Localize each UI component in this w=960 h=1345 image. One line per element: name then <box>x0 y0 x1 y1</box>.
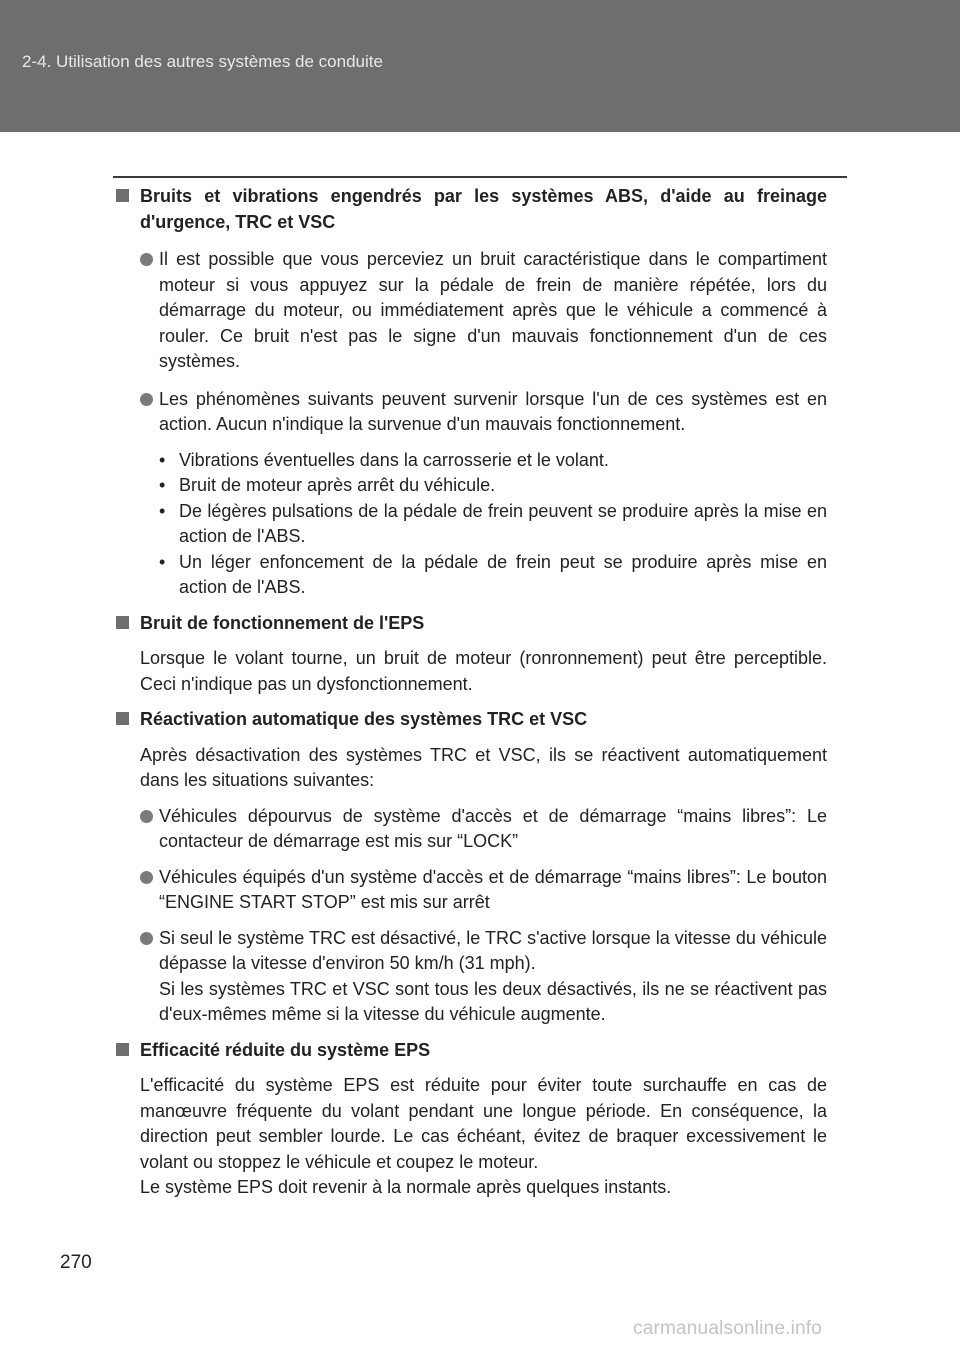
sub-list-item: • Vibrations éventuelles dans la carrosserie et le volant. <box>159 449 609 470</box>
heading-abs-noise: Bruits et vibrations engendrés par les systèmes ABS, d'aide au freinage d'urgence, TRC et VSC <box>115 184 827 235</box>
sub-list-item: • Bruit de moteur après arrêt du véhicule. <box>159 475 496 495</box>
round-bullet-icon <box>140 871 153 884</box>
bullet-item: Véhicules dépourvus de système d'accès et de démarrage “mains libres”: Le contacteur de démarrage est mis sur “LOCK” <box>115 804 827 855</box>
square-bullet-icon <box>116 1043 129 1056</box>
section-title: 2-4. Utilisation des autres systèmes de conduite <box>22 52 383 71</box>
bullet-item: Les phénomènes suivants peuvent survenir lorsque l'un de ces systèmes est en action. Aucun n'indique la survenue d'un mauvais fonctionnement. <box>115 387 827 438</box>
square-bullet-icon <box>116 616 129 629</box>
paragraph: Lorsque le volant tourne, un bruit de moteur (ronronnement) peut être perceptible. Ceci n'indique pas un dysfonctionnement. <box>140 648 827 694</box>
sub-list-item: • De légères pulsations de la pédale de frein peuvent se produire après la mise en action de l'ABS. <box>159 500 827 546</box>
heading-eps-reduced: Efficacité réduite du système EPS <box>115 1038 827 1064</box>
paragraph: Le système EPS doit revenir à la normale après quelques instants. <box>140 1177 672 1197</box>
page-number: 270 <box>60 1252 92 1273</box>
square-bullet-icon <box>116 189 129 202</box>
round-bullet-icon <box>140 393 153 406</box>
paragraph: Après désactivation des systèmes TRC et VSC, ils se réactivent automatiquement dans les situations suivantes: <box>140 744 827 790</box>
bullet-item: Si seul le système TRC est désactivé, le TRC s'active lorsque la vitesse du véhicule dépasse la vitesse d'environ 50 km/h (31 mph). Si les systèmes TRC et VSC sont tous les deux désactivés, ils ne se réactivent pas d'eux-mêmes même si la vitesse du véhicule augmente. <box>115 926 827 1028</box>
heading-trc-vsc-reactivation: Réactivation automatique des systèmes TRC et VSC <box>115 707 827 733</box>
page-header-band <box>0 0 960 132</box>
round-bullet-icon <box>140 253 153 266</box>
square-bullet-icon <box>116 712 129 725</box>
watermark: carmanualsonline.info <box>633 1318 823 1339</box>
heading-eps-noise: Bruit de fonctionnement de l'EPS <box>115 611 827 637</box>
sub-list-item: • Un léger enfoncement de la pédale de frein peut se produire après mise en action de l'ABS. <box>159 551 827 597</box>
paragraph: L'efficacité du système EPS est réduite pour éviter toute surchauffe en cas de manœuvre fréquente du volant pendant une longue période. En conséquence, la direction peut sembler lourde. Le cas échéant, évitez de braquer excessivement le volant ou stoppez le véhicule et coupez le moteur. <box>140 1075 827 1172</box>
sub-list <box>115 448 827 601</box>
bullet-note: Si les systèmes TRC et VSC sont tous les deux désactivés, ils ne se réactivent pas d'eux-mêmes même si la vitesse du véhicule augmente. <box>159 978 827 1024</box>
page-content <box>115 184 827 1201</box>
round-bullet-icon <box>140 810 153 823</box>
bullet-item: Il est possible que vous perceviez un bruit caractéristique dans le compartiment moteur si vous appuyez sur la pédale de frein de manière répétée, lors du démarrage du moteur, ou immédiatement après que le véhicule a commencé à rouler. Ce bruit n'est pas le signe d'un mauvais fonctionnement d'un de ces systèmes. <box>115 247 827 375</box>
header-divider <box>113 176 847 178</box>
round-bullet-icon <box>140 932 153 945</box>
bullet-item: Véhicules équipés d'un système d'accès et de démarrage “mains libres”: Le bouton “ENGINE START STOP” est mis sur arrêt <box>115 865 827 916</box>
